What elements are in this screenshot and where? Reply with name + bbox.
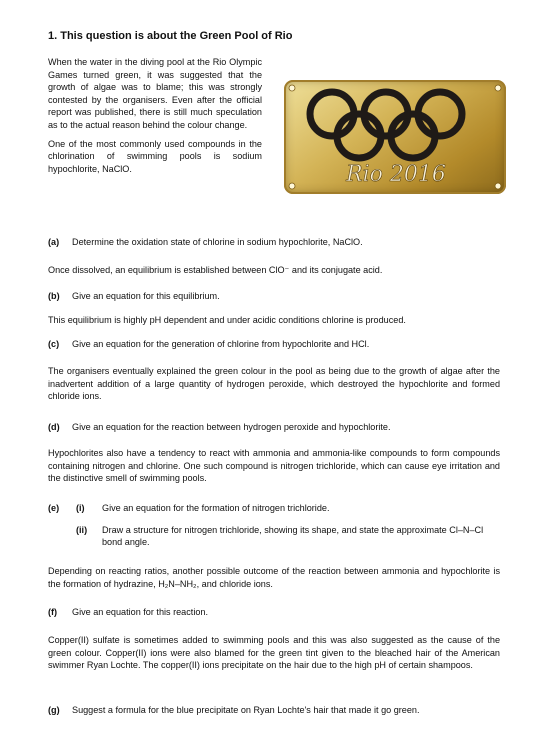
question-g [48, 704, 420, 716]
question-label: (f) [48, 607, 58, 617]
question-label: (d) [48, 422, 60, 432]
question-text: Suggest a formula for the blue precipitate on Ryan Lochte's hair that made it go green. [72, 705, 420, 715]
question-label: (c) [48, 339, 60, 349]
question-f [48, 606, 208, 618]
intro-text [48, 56, 262, 181]
olympic-rings-icon [284, 80, 506, 194]
question-e-ii [76, 524, 496, 549]
subquestion-text: Give an equation for the formation of nitrogen trichloride. [102, 503, 330, 513]
question-text: Give an equation for the reaction between hydrogen peroxide and hypochlorite. [72, 422, 391, 432]
paragraph-hydrazine: Depending on reacting ratios, another possible outcome of the reaction between ammonia and hypochlorite is the formation of hydrazine, H₂N–NH₂, and chloride ions. [48, 566, 500, 589]
question-text: Give an equation for this reaction. [72, 607, 208, 617]
question-b [48, 290, 220, 302]
rio-2016-olympic-logo [284, 80, 506, 194]
intro-paragraph: When the water in the diving pool at the Rio Olympic Games turned green, it was suggested that the growth of algae was to blame; this was strongly contested by the organisers. Even after the official report was published, there is still much speculation as to the actual reason behind the colour change. [48, 57, 262, 130]
question-label: (e) [48, 503, 60, 513]
question-label: (b) [48, 291, 60, 301]
subquestion-text: Draw a structure for nitrogen trichloride, showing its shape, and state the approximate Cl–N–Cl bond angle. [102, 525, 484, 548]
paragraph-hydrogen-peroxide: The organisers eventually explained the green colour in the pool as being due to the growth of algae after the inadvertent addition of a large quantity of hydrogen peroxide, which destroyed the hypochlorite and formed chloride ions. [48, 366, 500, 402]
question-e-i [76, 502, 496, 514]
question-text: Determine the oxidation state of chlorine in sodium hypochlorite, NaClO. [72, 237, 363, 247]
paragraph-equilibrium: Once dissolved, an equilibrium is established between ClO⁻ and its conjugate acid. [48, 265, 383, 275]
question-label: (a) [48, 237, 60, 247]
paragraph-copper-sulfate: Copper(II) sulfate is sometimes added to swimming pools and this was also suggested as the cause of the green colour. Copper(II) ions were also blamed for the green tint given to the bleached hair of the American swimmer Ryan Lochte. The copper(II) ions precipitate on the hair due to the high pH of certain shampoos. [48, 635, 500, 671]
paragraph-nitrogen-trichloride: Hypochlorites also have a tendency to react with ammonia and ammonia-like compounds to form compounds containing nitrogen and chlorine. One such compound is nitrogen trichloride, which can cause eye irritation and the distinctive smell of swimming pools. [48, 448, 500, 484]
logo-text: Rio 2016 [346, 162, 446, 187]
question-e [48, 502, 72, 514]
question-title: 1. This question is about the Green Pool of Rio [48, 30, 293, 42]
subquestion-label: (ii) [76, 525, 88, 535]
question-d [48, 421, 391, 433]
intro-paragraph: One of the most commonly used compounds in the chlorination of swimming pools is sodium hypochlorite, NaClO. [48, 138, 262, 174]
subquestion-label: (i) [76, 503, 85, 513]
question-text: Give an equation for the generation of chlorine from hypochlorite and HCl. [72, 339, 370, 349]
paragraph-ph-dependence: This equilibrium is highly pH dependent and under acidic conditions chlorine is produced. [48, 315, 406, 325]
question-text: Give an equation for this equilibrium. [72, 291, 220, 301]
question-a [48, 236, 363, 248]
question-label: (g) [48, 705, 60, 715]
question-c [48, 338, 369, 350]
